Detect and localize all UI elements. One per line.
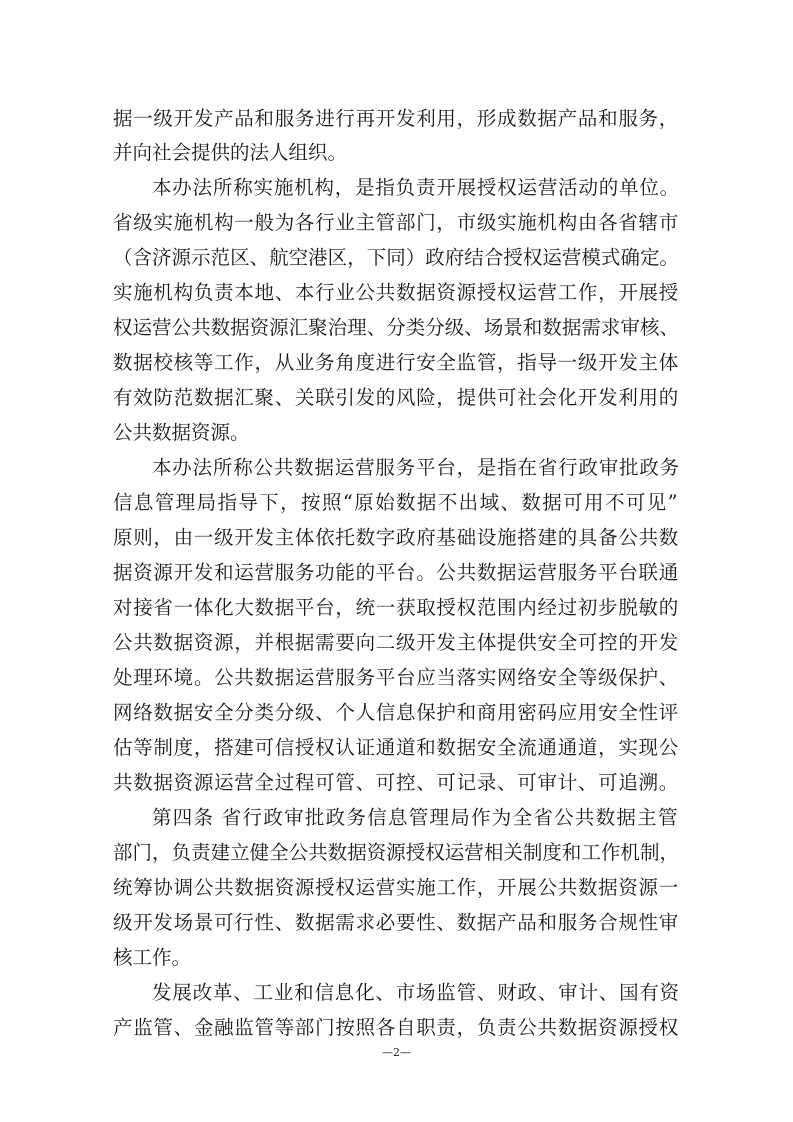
body-line: 原则，由一级开发主体依托数字政府基础设施搭建的具备公共数: [113, 526, 679, 549]
body-line: 部门，负责建立健全公共数据资源授权运营相关制度和工作机制，: [113, 841, 679, 864]
body-line: 信息管理局指导下，按照“原始数据不出域、数据可用不可见”: [113, 491, 679, 514]
body-line: 级开发场景可行性、数据需求必要性、数据产品和服务合规性审: [113, 911, 679, 934]
paragraph-start-line: 本办法所称实施机构，是指负责开展授权运营活动的单位。: [152, 176, 680, 199]
article-heading-line: 第四条 省行政审批政务信息管理局作为全省公共数据主管: [152, 806, 679, 829]
body-line: 省级实施机构一般为各行业主管部门，市级实施机构由各省辖市: [113, 211, 679, 234]
body-line: 有效防范数据汇聚、关联引发的风险，提供可社会化开发利用的: [113, 386, 679, 409]
body-line: 据资源开发和运营服务功能的平台。公共数据运营服务平台联通: [113, 561, 679, 584]
body-line: 处理环境。公共数据运营服务平台应当落实网络安全等级保护、: [113, 666, 679, 689]
body-line: 核工作。: [113, 946, 192, 969]
page-number: —2—: [382, 1046, 411, 1059]
body-line: 统筹协调公共数据资源授权运营实施工作，开展公共数据资源一: [113, 876, 679, 899]
paragraph-start-line: 发展改革、工业和信息化、市场监管、财政、审计、国有资: [152, 981, 680, 1004]
body-line: 实施机构负责本地、本行业公共数据资源授权运营工作，开展授: [113, 281, 679, 304]
paragraph-start-line: 本办法所称公共数据运营服务平台，是指在省行政审批政务: [152, 456, 680, 479]
body-line: 数据校核等工作，从业务角度进行安全监管，指导一级开发主体: [113, 351, 679, 374]
body-line: 公共数据资源。: [113, 421, 250, 444]
body-line: 产监管、金融监管等部门按照各自职责，负责公共数据资源授权: [113, 1016, 679, 1039]
body-line: 据一级开发产品和服务进行再开发利用，形成数据产品和服务，: [113, 107, 679, 130]
body-line: 共数据资源运营全过程可管、可控、可记录、可审计、可追溯。: [113, 771, 679, 794]
body-line: 并向社会提供的法人组织。: [113, 141, 348, 164]
body-line: 估等制度，搭建可信授权认证通道和数据安全流通通道，实现公: [113, 736, 679, 759]
body-line: （含济源示范区、航空港区，下同）政府结合授权运营模式确定。: [113, 246, 679, 269]
body-line: 公共数据资源，并根据需要向二级开发主体提供安全可控的开发: [113, 631, 679, 654]
body-line: 权运营公共数据资源汇聚治理、分类分级、场景和数据需求审核、: [113, 316, 679, 339]
body-line: 对接省一体化大数据平台，统一获取授权范围内经过初步脱敏的: [113, 596, 679, 619]
body-line: 网络数据安全分类分级、个人信息保护和商用密码应用安全性评: [113, 701, 679, 724]
